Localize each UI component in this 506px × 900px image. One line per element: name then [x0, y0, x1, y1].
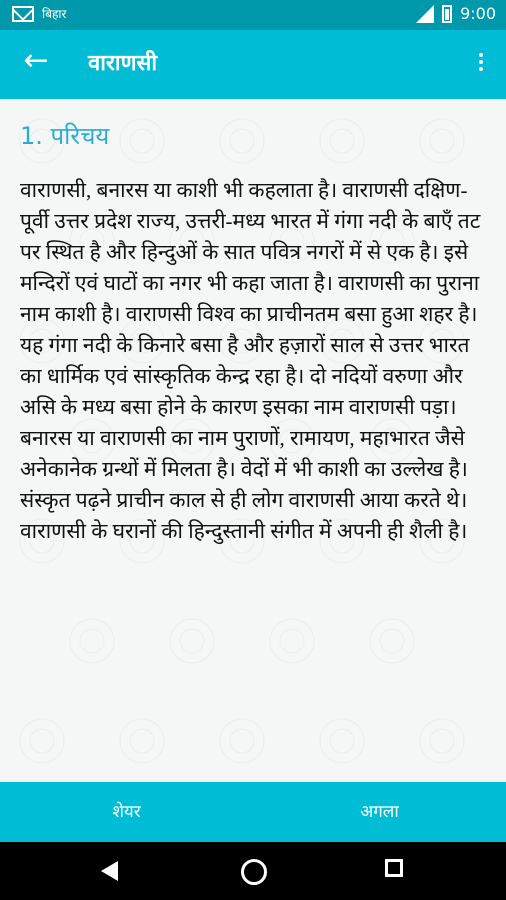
next-button[interactable]: अगला [360, 802, 399, 822]
status-left-text: बिहार [42, 7, 67, 21]
system-navigation-bar [0, 842, 506, 900]
battery-icon [442, 5, 452, 23]
menu-dot-icon [479, 67, 483, 71]
status-bar [0, 0, 506, 30]
app-bar [0, 30, 506, 99]
menu-dot-icon [479, 53, 483, 57]
status-time: 9:00 [460, 4, 496, 23]
page-title: वाराणसी [88, 51, 158, 76]
nav-back-icon[interactable] [101, 861, 118, 881]
share-button[interactable]: शेयर [112, 802, 141, 822]
article-body: वाराणसी, बनारस या काशी भी कहलाता है। वाराणसी दक्षिण-पूर्वी उत्तर प्रदेश राज्य, उत्तरी-मध्य भारत में गंगा नदी के बाएँ तट पर स्थित है और हिन्दुओं के सात पवित्र नगरों में से एक है। इसे मन्दिरों एवं घाटों का नगर भी कहा जाता है। वाराणसी का पुराना नाम काशी है। वाराणसी विश्व का प्राचीनतम बसा हुआ शहर है। यह गंगा नदी के किनारे बसा है और हज़ारों साल से उत्तर भारत का धार्मिक एवं सांस्कृतिक केन्द्र रहा है। दो नदियों वरुणा और असि के मध्य बसा होने के कारण इसका नाम वाराणसी पड़ा। बनारस या वाराणसी का नाम पुराणों, रामायण, महाभारत जैसे अनेकानेक ग्रन्थों में मिलता है। वेदों में भी काशी का उल्लेख है। संस्कृत पढ़ने प्राचीन काल से ही लोग वाराणसी आया करते थे। वाराणसी के घरानों की हिन्दुस्तानी संगीत में अपनी ही शैली है। [20, 178, 481, 543]
nav-home-icon[interactable] [241, 859, 267, 885]
more-vertical-icon[interactable] [476, 50, 486, 80]
menu-dot-icon [479, 60, 483, 64]
mail-icon [12, 6, 34, 22]
status-left [12, 5, 66, 22]
content-area [0, 99, 506, 782]
bottom-action-bar [0, 782, 506, 842]
nav-recent-icon[interactable] [385, 859, 403, 877]
arrow-back-icon[interactable]: ← [23, 43, 49, 78]
status-right [416, 4, 496, 23]
signal-icon [416, 5, 434, 23]
section-title: 1. परिचय [20, 122, 110, 150]
